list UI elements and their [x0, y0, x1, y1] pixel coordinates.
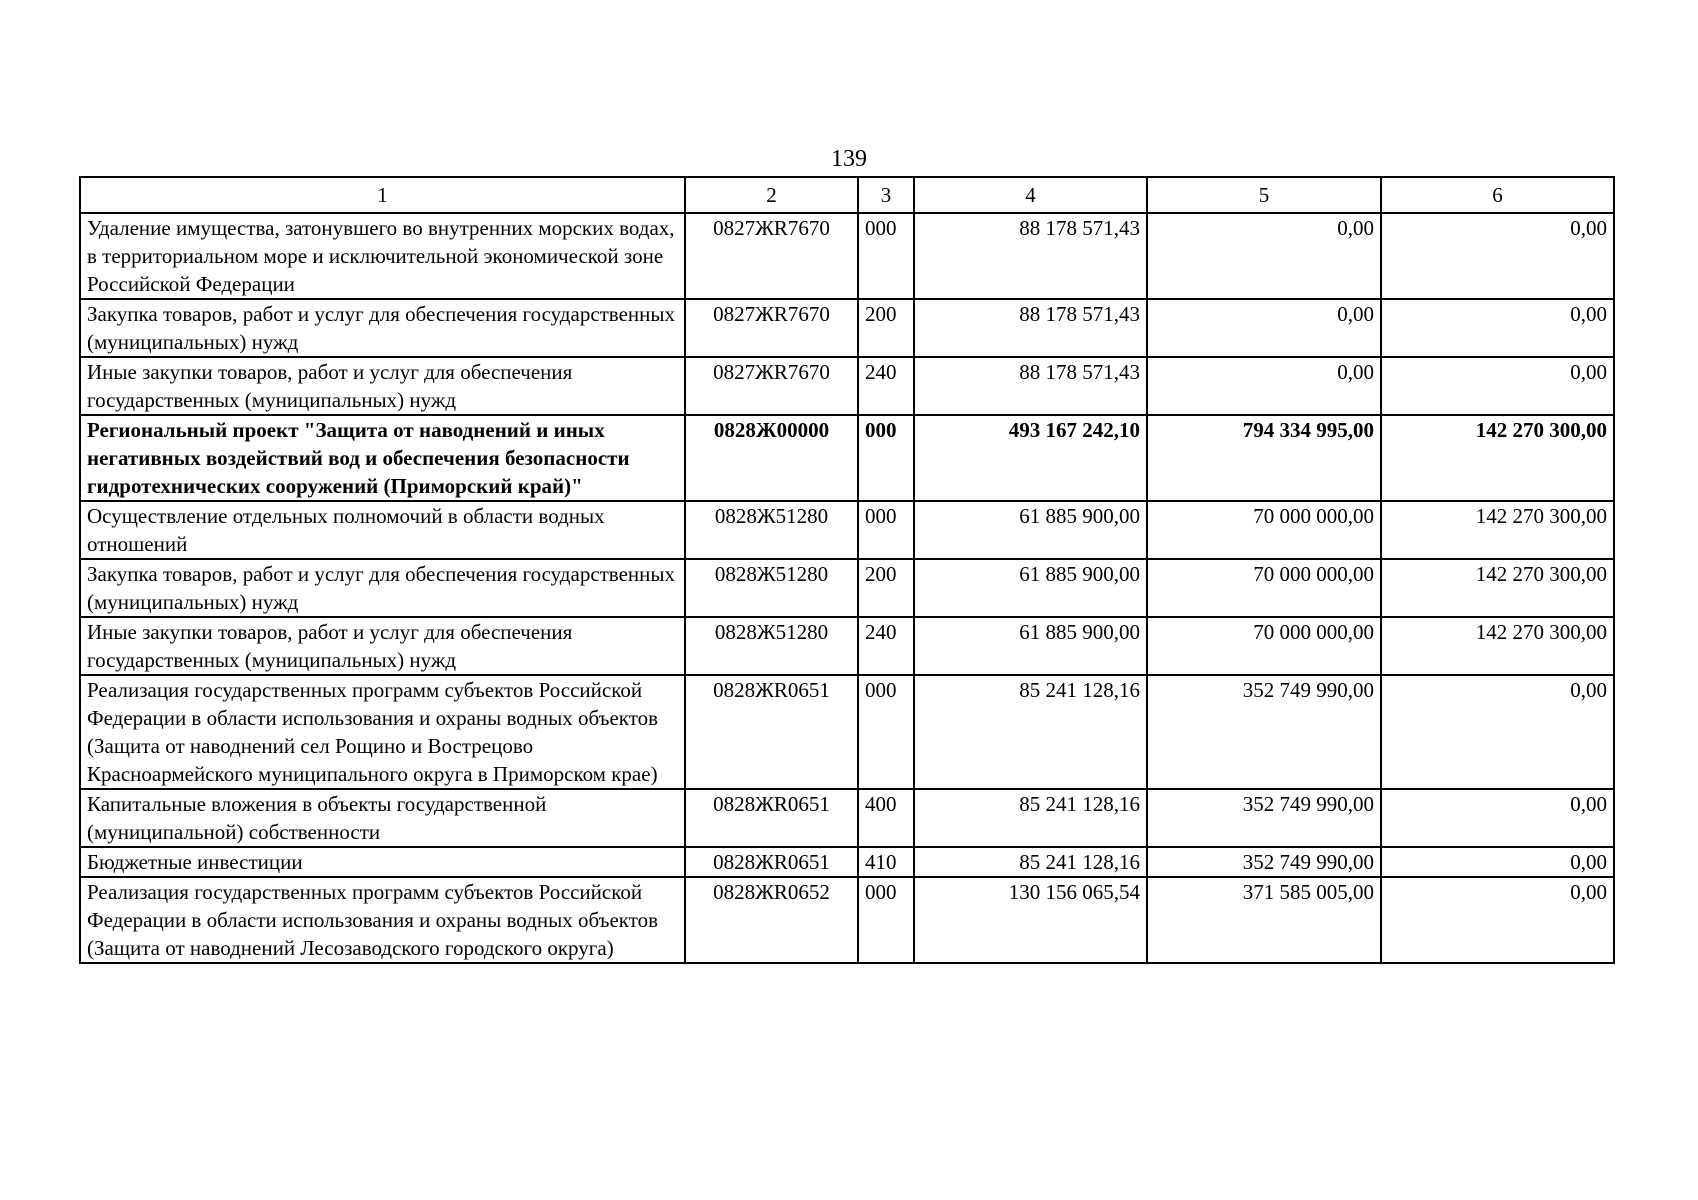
- table-row: [80, 877, 1614, 963]
- amount-column-5-cell: 70 000 000,00: [1147, 559, 1381, 617]
- amount-column-4-cell: 130 156 065,54: [914, 877, 1147, 963]
- target-article-code-cell: 0828Ж51280: [685, 617, 858, 675]
- expense-type-code-cell: 000: [858, 415, 914, 501]
- table-header-row: [80, 177, 1614, 213]
- column-header: 4: [914, 177, 1147, 213]
- amount-column-4-cell: 61 885 900,00: [914, 501, 1147, 559]
- amount-column-6-cell: 0,00: [1381, 675, 1614, 789]
- row-name-cell: Реализация государственных программ субъектов Российской Федерации в области использования и охраны водных объектов (Защита от наводнений Лесозаводского городского округа): [80, 877, 685, 963]
- table-row: [80, 299, 1614, 357]
- expense-type-code-cell: 000: [858, 877, 914, 963]
- amount-column-6-cell: 0,00: [1381, 213, 1614, 299]
- table-row: [80, 847, 1614, 877]
- amount-column-6-cell: 0,00: [1381, 357, 1614, 415]
- table-row: [80, 415, 1614, 501]
- expense-type-code-cell: 000: [858, 675, 914, 789]
- amount-column-6-cell: 142 270 300,00: [1381, 501, 1614, 559]
- table-row: [80, 789, 1614, 847]
- expense-type-code-cell: 200: [858, 559, 914, 617]
- target-article-code-cell: 0828Ж51280: [685, 501, 858, 559]
- amount-column-4-cell: 493 167 242,10: [914, 415, 1147, 501]
- row-name-cell: Региональный проект "Защита от наводнений и иных негативных воздействий вод и обеспечения безопасности гидротехнических сооружений (Приморский край)": [80, 415, 685, 501]
- target-article-code-cell: 0828Ж00000: [685, 415, 858, 501]
- expense-type-code-cell: 240: [858, 617, 914, 675]
- amount-column-6-cell: 142 270 300,00: [1381, 617, 1614, 675]
- table-row: [80, 617, 1614, 675]
- column-header: 2: [685, 177, 858, 213]
- column-header: 6: [1381, 177, 1614, 213]
- amount-column-5-cell: 794 334 995,00: [1147, 415, 1381, 501]
- expense-type-code-cell: 240: [858, 357, 914, 415]
- row-name-cell: Закупка товаров, работ и услуг для обеспечения государственных (муниципальных) нужд: [80, 559, 685, 617]
- amount-column-5-cell: 70 000 000,00: [1147, 617, 1381, 675]
- amount-column-5-cell: 352 749 990,00: [1147, 847, 1381, 877]
- expense-type-code-cell: 000: [858, 501, 914, 559]
- amount-column-4-cell: 85 241 128,16: [914, 675, 1147, 789]
- amount-column-5-cell: 352 749 990,00: [1147, 675, 1381, 789]
- amount-column-5-cell: 0,00: [1147, 357, 1381, 415]
- row-name-cell: Бюджетные инвестиции: [80, 847, 685, 877]
- target-article-code-cell: 0828Ж51280: [685, 559, 858, 617]
- amount-column-6-cell: 142 270 300,00: [1381, 559, 1614, 617]
- expense-type-code-cell: 410: [858, 847, 914, 877]
- amount-column-6-cell: 0,00: [1381, 299, 1614, 357]
- page-number: 139: [831, 146, 867, 172]
- column-header: 3: [858, 177, 914, 213]
- amount-column-6-cell: 0,00: [1381, 789, 1614, 847]
- target-article-code-cell: 0828ЖR0651: [685, 675, 858, 789]
- amount-column-5-cell: 352 749 990,00: [1147, 789, 1381, 847]
- amount-column-4-cell: 88 178 571,43: [914, 213, 1147, 299]
- row-name-cell: Реализация государственных программ субъектов Российской Федерации в области использования и охраны водных объектов (Защита от наводнений сел Рощино и Вострецово Красноармейского муниципального округа в Приморском крае): [80, 675, 685, 789]
- target-article-code-cell: 0828ЖR0651: [685, 789, 858, 847]
- target-article-code-cell: 0827ЖR7670: [685, 213, 858, 299]
- table-row: [80, 559, 1614, 617]
- row-name-cell: Капитальные вложения в объекты государственной (муниципальной) собственности: [80, 789, 685, 847]
- table-row: [80, 501, 1614, 559]
- amount-column-6-cell: 0,00: [1381, 847, 1614, 877]
- table-body: [80, 213, 1614, 963]
- expense-type-code-cell: 400: [858, 789, 914, 847]
- amount-column-4-cell: 61 885 900,00: [914, 617, 1147, 675]
- row-name-cell: Закупка товаров, работ и услуг для обеспечения государственных (муниципальных) нужд: [80, 299, 685, 357]
- amount-column-4-cell: 85 241 128,16: [914, 789, 1147, 847]
- target-article-code-cell: 0828ЖR0651: [685, 847, 858, 877]
- amount-column-4-cell: 61 885 900,00: [914, 559, 1147, 617]
- amount-column-6-cell: 142 270 300,00: [1381, 415, 1614, 501]
- target-article-code-cell: 0827ЖR7670: [685, 299, 858, 357]
- amount-column-4-cell: 85 241 128,16: [914, 847, 1147, 877]
- amount-column-4-cell: 88 178 571,43: [914, 299, 1147, 357]
- row-name-cell: Иные закупки товаров, работ и услуг для обеспечения государственных (муниципальных) нужд: [80, 357, 685, 415]
- amount-column-4-cell: 88 178 571,43: [914, 357, 1147, 415]
- expense-type-code-cell: 200: [858, 299, 914, 357]
- amount-column-5-cell: 0,00: [1147, 299, 1381, 357]
- budget-table: [79, 176, 1615, 964]
- table-row: [80, 357, 1614, 415]
- amount-column-5-cell: 0,00: [1147, 213, 1381, 299]
- row-name-cell: Осуществление отдельных полномочий в области водных отношений: [80, 501, 685, 559]
- column-header: 5: [1147, 177, 1381, 213]
- row-name-cell: Иные закупки товаров, работ и услуг для обеспечения государственных (муниципальных) нужд: [80, 617, 685, 675]
- target-article-code-cell: 0828ЖR0652: [685, 877, 858, 963]
- target-article-code-cell: 0827ЖR7670: [685, 357, 858, 415]
- amount-column-5-cell: 70 000 000,00: [1147, 501, 1381, 559]
- row-name-cell: Удаление имущества, затонувшего во внутренних морских водах, в территориальном море и исключительной экономической зоне Российской Федерации: [80, 213, 685, 299]
- table-row: [80, 213, 1614, 299]
- amount-column-6-cell: 0,00: [1381, 877, 1614, 963]
- table-row: [80, 675, 1614, 789]
- column-header: 1: [80, 177, 685, 213]
- expense-type-code-cell: 000: [858, 213, 914, 299]
- amount-column-5-cell: 371 585 005,00: [1147, 877, 1381, 963]
